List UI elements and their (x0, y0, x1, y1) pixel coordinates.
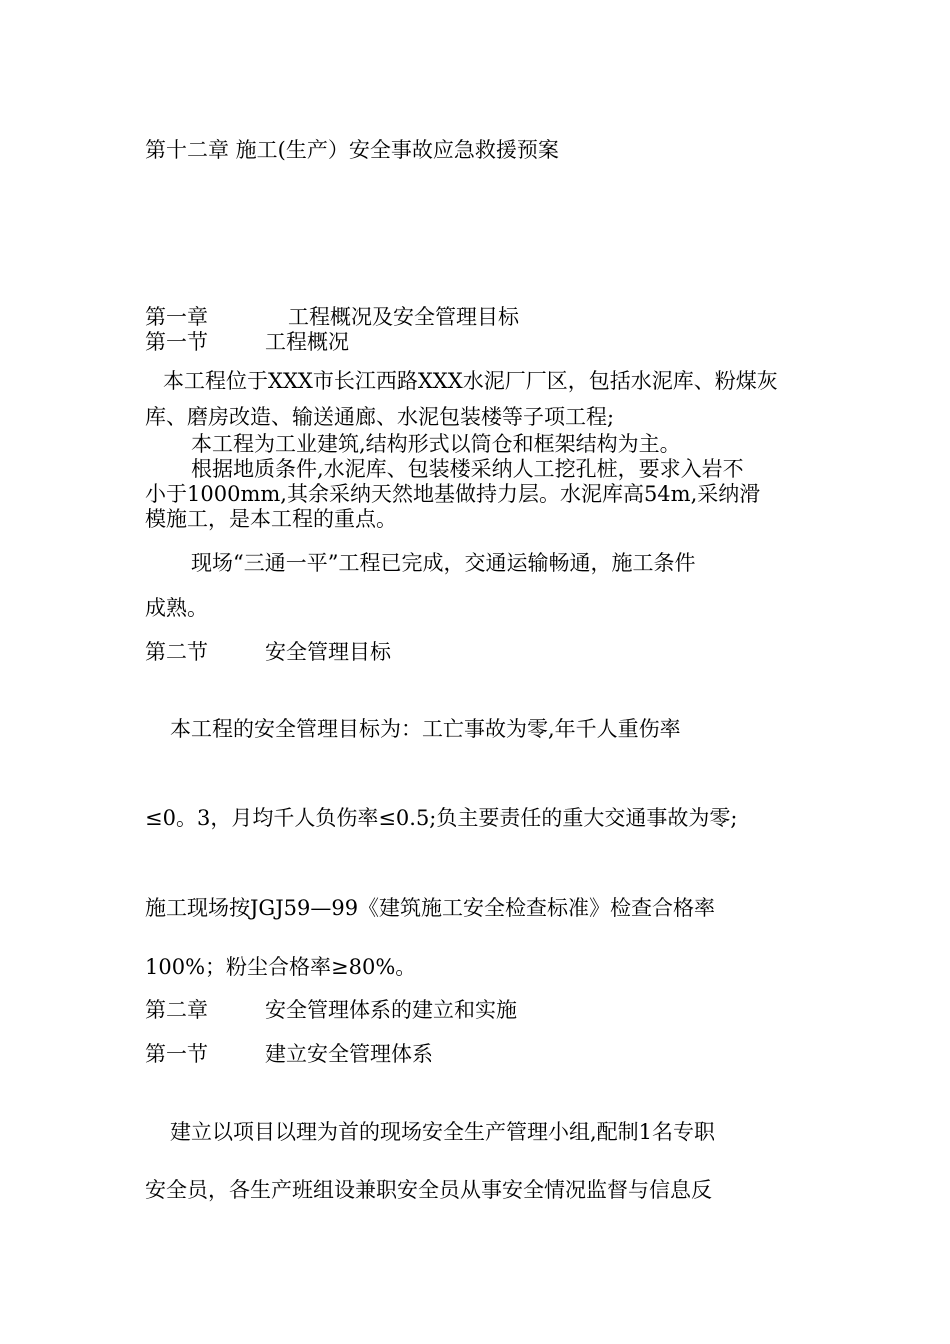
chapter-2-title: 安全管理体系的建立和实施 (265, 998, 517, 1022)
document-title: 第十二章 施工(生产）安全事故应急救援预案 (145, 138, 559, 162)
chapter-1-heading (145, 303, 519, 331)
section-label: 第二节 (145, 640, 208, 664)
paragraph-line: 现场“三通一平”工程已完成，交通运输畅通，施工条件 (191, 551, 696, 575)
paragraph-line: 施工现场按JGJ59—99《建筑施工安全检查标准》检查合格率 (145, 896, 716, 920)
paragraph-line: 模施工，是本工程的重点。 (145, 507, 397, 531)
paragraph-line: ≤0。3，月均千人负伤率≤0.5;负主要责任的重大交通事故为零; (145, 806, 738, 830)
paragraph-line: 本工程为工业建筑,结构形式以筒仓和框架结构为主。 (191, 432, 681, 456)
section-label: 第一节 (145, 330, 208, 354)
paragraph-line: 库、磨房改造、输送通廊、水泥包装楼等子项工程; (145, 405, 615, 429)
paragraph-line: 100%；粉尘合格率≥80%。 (145, 955, 417, 979)
chapter-1-section-2-heading (145, 638, 391, 666)
chapter-2-heading (145, 996, 517, 1024)
paragraph-line: 成熟。 (145, 596, 208, 620)
paragraph-line: 小于1000mm,其余采纳天然地基做持力层。水泥库高54m,采纳滑 (145, 482, 761, 506)
section-title: 建立安全管理体系 (265, 1042, 433, 1066)
paragraph-line: 根据地质条件,水泥库、包装楼采纳人工挖孔桩，要求入岩不 (191, 457, 744, 481)
section-title: 安全管理目标 (265, 640, 391, 664)
section-title: 工程概况 (265, 330, 349, 354)
chapter-1-label: 第一章 (145, 305, 208, 329)
chapter-1-title: 工程概况及安全管理目标 (288, 305, 519, 329)
paragraph-line: 安全员，各生产班组设兼职安全员从事安全情况监督与信息反 (145, 1178, 712, 1202)
paragraph-line: 本工程的安全管理目标为：工亡事故为零,年千人重伤率 (170, 717, 681, 741)
section-label: 第一节 (145, 1042, 208, 1066)
chapter-2-label: 第二章 (145, 998, 208, 1022)
paragraph-line: 建立以项目以理为首的现场安全生产管理小组,配制1名专职 (170, 1120, 716, 1144)
paragraph-line: 本工程位于XXX市长江西路XXX水泥厂厂区，包括水泥库、粉煤灰 (163, 369, 778, 393)
chapter-2-section-1-heading (145, 1040, 433, 1068)
chapter-1-section-1-heading (145, 328, 349, 356)
